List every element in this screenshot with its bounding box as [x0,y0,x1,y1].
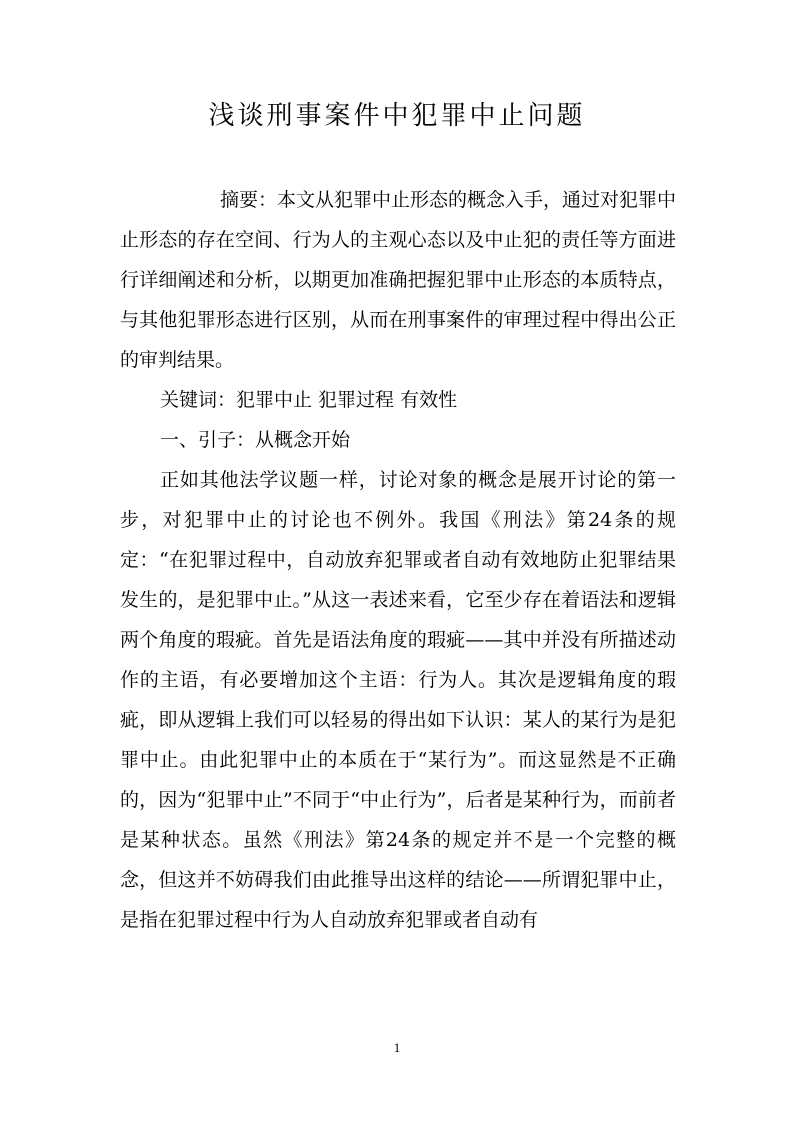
document-title: 浅谈刑事案件中犯罪中止问题 [208,101,586,131]
page-number: 1 [393,1040,401,1055]
abstract-paragraph: 摘要：本文从犯罪中止形态的概念入手，通过对犯罪中止形态的存在空间、行为人的主观心态以及中止犯的责任等方面进行详细阐述和分析，以期更加准确把握犯罪中止形态的本质特点，与其他犯罪形态进行区别，从而在刑事案件的审理过程中得出公正的审判结果。 [120,189,677,371]
document-body [120,180,676,940]
body-paragraph: 正如其他法学议题一样，讨论对象的概念是展开讨论的第一步，对犯罪中止的讨论也不例外。我国《刑法》第24条的规定：“在犯罪过程中，自动放弃犯罪或者自动有效地防止犯罪结果发生的，是犯罪中止。”从这一表述来看，它至少存在着语法和逻辑两个角度的瑕疵。首先是语法角度的瑕疵——其中并没有所描述动作的主语，有必要增加这个主语：行为人。其次是逻辑角度的瑕疵，即从逻辑上我们可以轻易的得出如下认识：某人的某行为是犯罪中止。由此犯罪中止的本质在于“某行为”。而这显然是不正确的，因为“犯罪中止”不同于“中止行为”，后者是某种行为，而前者是某种状态。虽然《刑法》第24条的规定并不是一个完整的概念，但这并不妨碍我们由此推导出这样的结论——所谓犯罪中止，是指在犯罪过程中行为人自动放弃犯罪或者自动有 [120,469,676,931]
section-heading: 一、引子：从概念开始 [160,429,351,451]
keywords-line: 关键词：犯罪中止 犯罪过程 有效性 [160,389,458,411]
